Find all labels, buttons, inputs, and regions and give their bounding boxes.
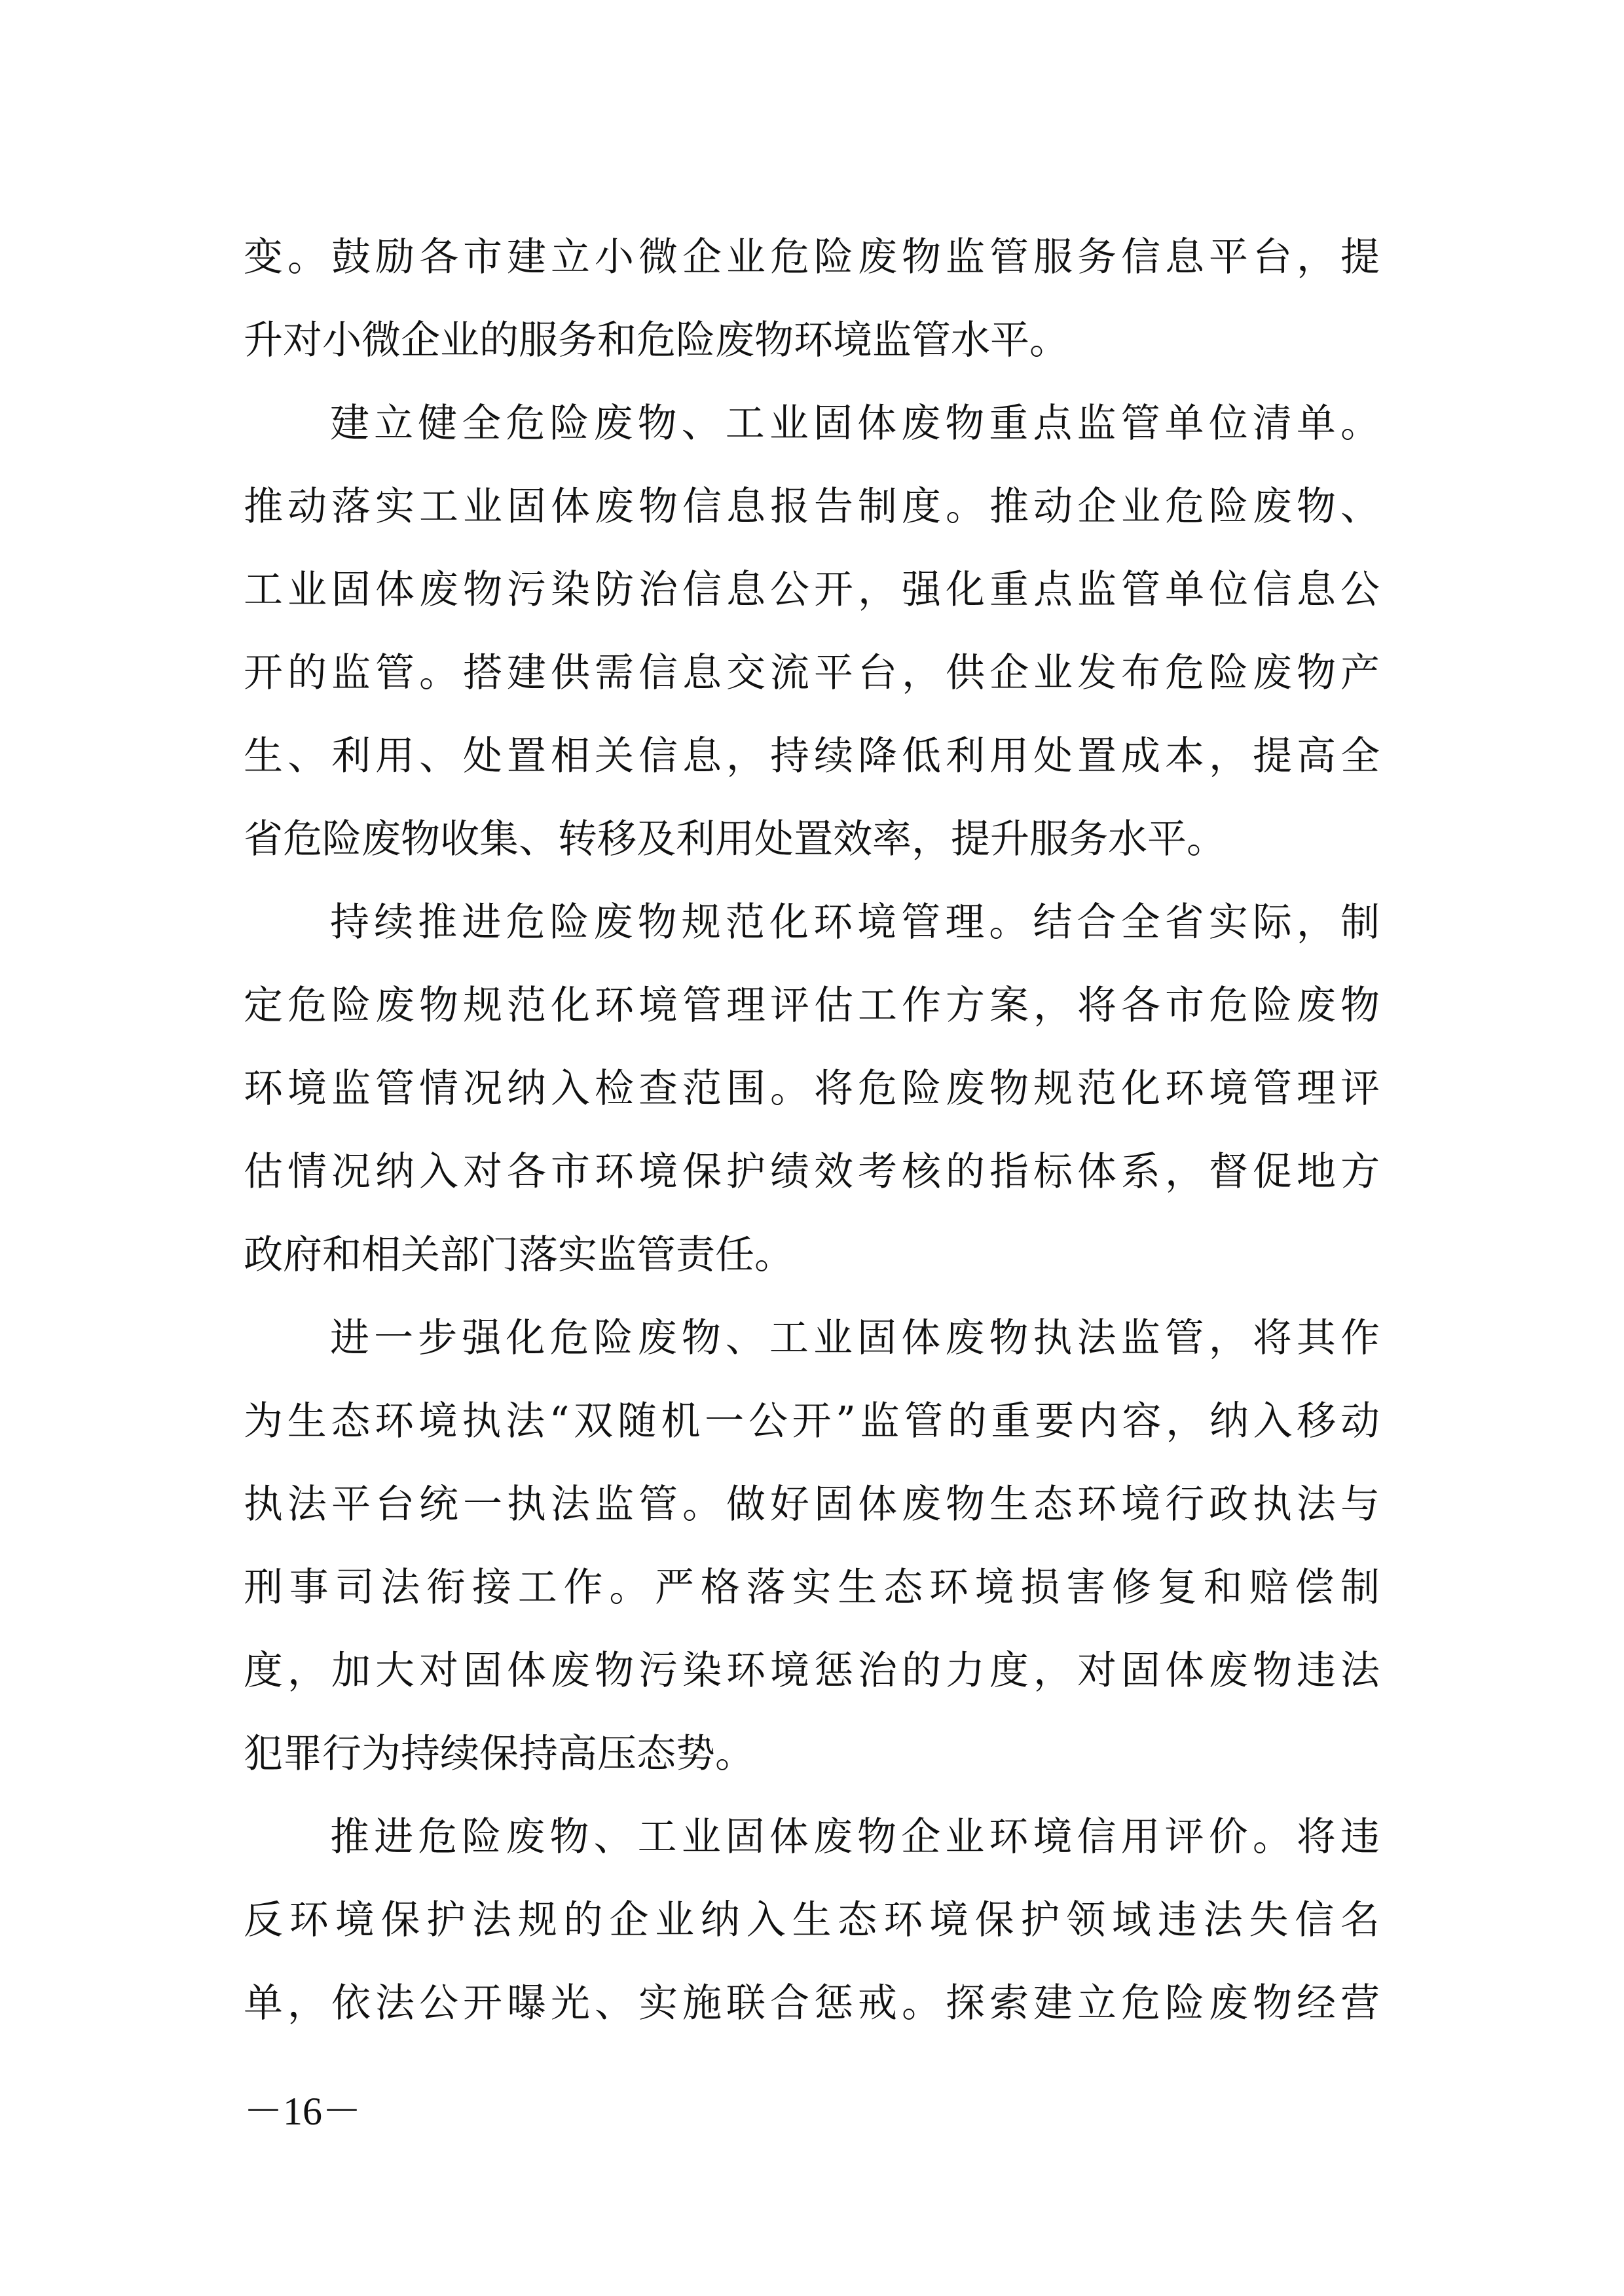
text-line: 刑事司法衔接工作。严格落实生态环境损害修复和赔偿制 (244, 1565, 1380, 1611)
document-body (244, 216, 1380, 2045)
text-line: 变。鼓励各市建立小微企业危险废物监管服务信息平台，提 (244, 234, 1380, 280)
page-number: －16－ (244, 2090, 361, 2133)
text-line: 开的监管。搭建供需信息交流平台，供企业发布危险废物产 (244, 650, 1380, 696)
text-line: 反环境保护法规的企业纳入生态环境保护领域违法失信名 (244, 1897, 1380, 1943)
text-line: 省危险废物收集、转移及利用处置效率，提升服务水平。 (244, 816, 1226, 862)
text-line: 生、利用、处置相关信息，持续降低利用处置成本，提高全 (244, 733, 1380, 779)
text-line: 升对小微企业的服务和危险废物环境监管水平。 (244, 318, 1069, 363)
text-line: 定危险废物规范化环境管理评估工作方案，将各市危险废物 (244, 983, 1380, 1029)
text-line: 建立健全危险废物、工业固体废物重点监管单位清单。 (330, 401, 1380, 446)
text-line: 犯罪行为持续保持高压态势。 (244, 1731, 754, 1777)
text-line: 推动落实工业固体废物信息报告制度。推动企业危险废物、 (244, 484, 1380, 530)
text-line: 执法平台统一执法监管。做好固体废物生态环境行政执法与 (244, 1482, 1380, 1527)
text-line: 进一步强化危险废物、工业固体废物执法监管，将其作 (330, 1315, 1380, 1361)
text-line: 度，加大对固体废物污染环境惩治的力度，对固体废物违法 (244, 1648, 1380, 1694)
text-line: 工业固体废物污染防治信息公开，强化重点监管单位信息公 (244, 567, 1380, 613)
text-line: 单，依法公开曝光、实施联合惩戒。探索建立危险废物经营 (244, 1980, 1380, 2026)
text-line: 环境监管情况纳入检查范围。将危险废物规范化环境管理评 (244, 1066, 1380, 1112)
text-line: 推进危险废物、工业固体废物企业环境信用评价。将违 (330, 1814, 1380, 1860)
text-line: 持续推进危险废物规范化环境管理。结合全省实际，制 (330, 900, 1380, 945)
text-line: 政府和相关部门落实监管责任。 (244, 1232, 794, 1278)
text-line: 估情况纳入对各市环境保护绩效考核的指标体系，督促地方 (244, 1149, 1380, 1195)
text-line: 为生态环境执法“双随机一公开”监管的重要内容，纳入移动 (244, 1398, 1380, 1444)
